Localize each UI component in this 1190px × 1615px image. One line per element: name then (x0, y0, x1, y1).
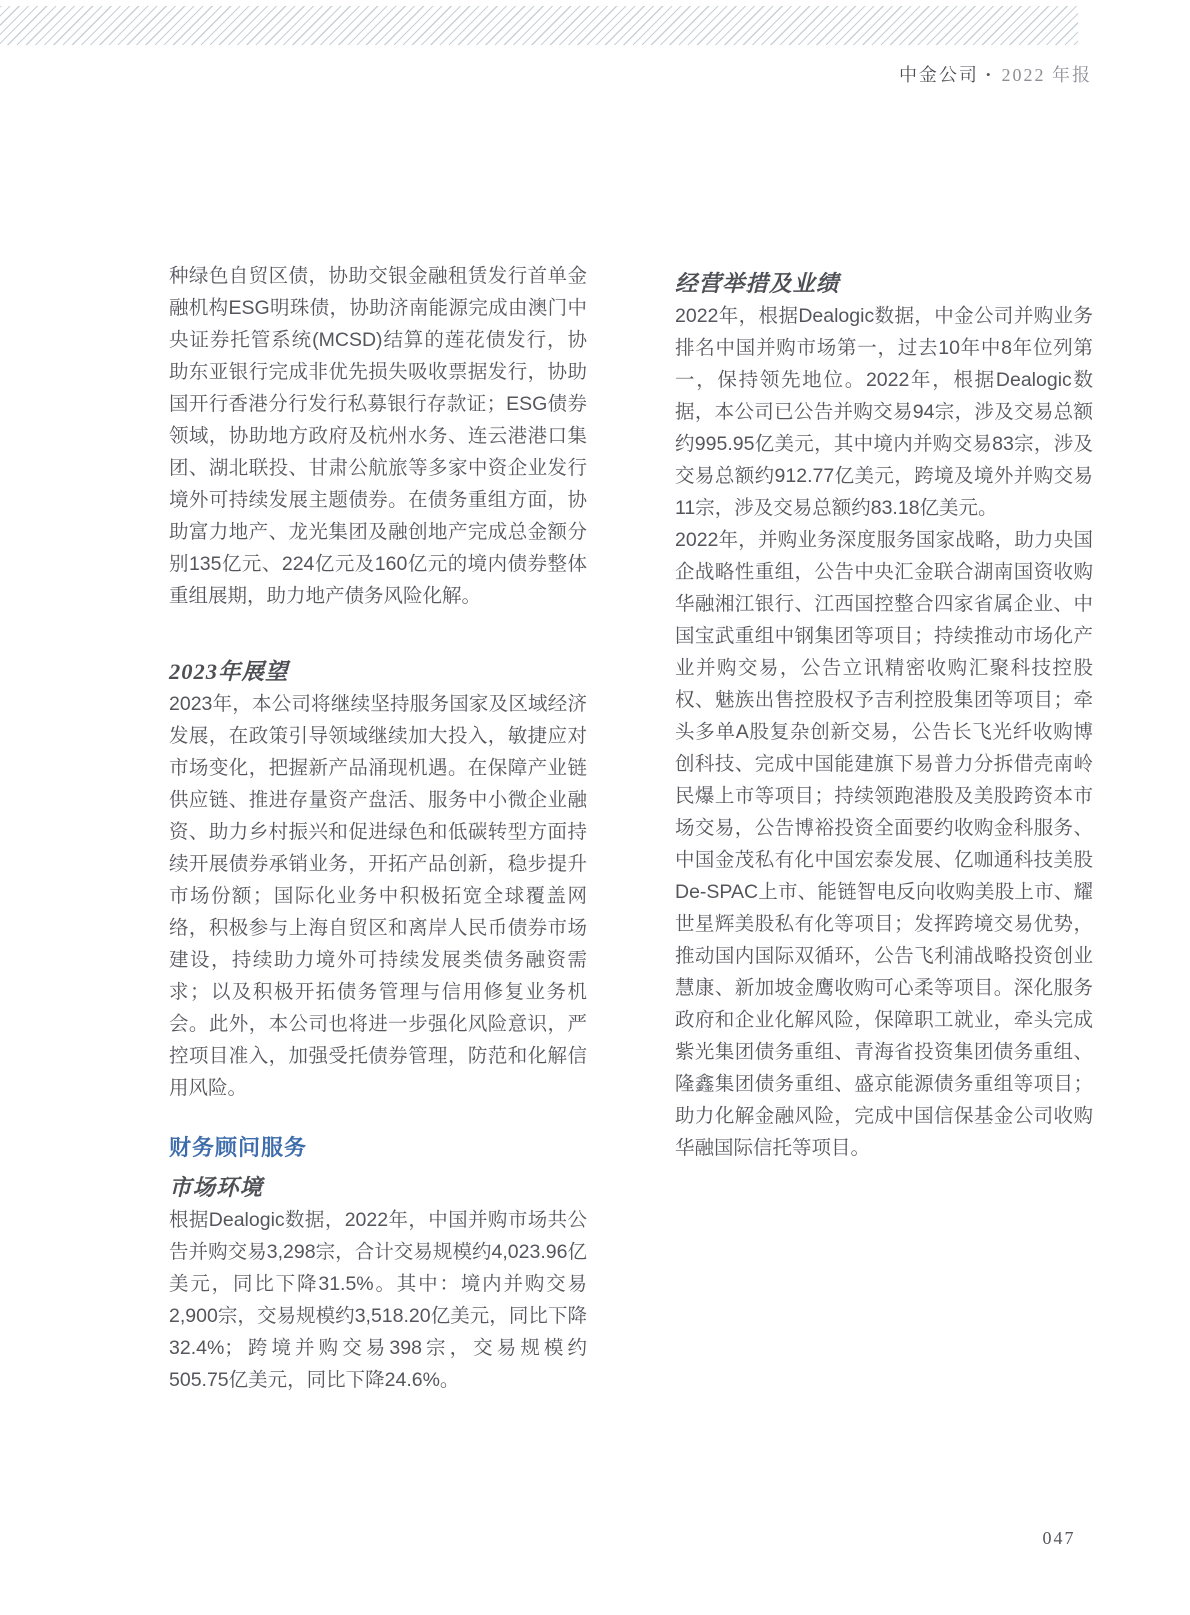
brand-name: 中金公司 (898, 65, 979, 85)
operations-results-heading: 经营举措及业绩 (675, 271, 840, 296)
decorative-hatch-band (0, 6, 1078, 45)
left-column (169, 260, 587, 1396)
outlook-2023-paragraph: 2023年，本公司将继续坚持服务国家及区域经济发展，在政策引导领域继续加大投入，敏捷应对市场变化，把握新产品涌现机遇。在保障产业链供应链、推进存量资产盘活、服务中小微企业融资、助力乡村振兴和促进绿色和低碳转型方面持续开展债券承销业务，开拓产品创新，稳步提升市场份额；国际化业务中积极拓宽全球覆盖网络，积极参与上海自贸区和离岸人民币债券市场建设，持续助力境外可持续发展类债务融资需求；以及积极开拓债务管理与信用修复业务机会。此外，本公司也将进一步强化风险意识，严控项目准入，加强受托债券管理，防范和化解信用风险。 (169, 693, 587, 1099)
financial-advisory-services-heading: 财务顾问服务 (169, 1135, 308, 1160)
ma-ranking-paragraph: 2022年，根据Dealogic数据，中金公司并购业务排名中国并购市场第一，过去10年中8年位列第一，保持领先地位。2022年，根据Dealogic数据，本公司已公告并购交易94宗，涉及交易总额约995.95亿美元，其中境内并购交易83宗，涉及交易总额约912.77亿美元，跨境及境外并购交易11宗，涉及交易总额约83.18亿美元。 (675, 305, 1093, 519)
ma-projects-paragraph: 2022年，并购业务深度服务国家战略，助力央国企战略性重组，公告中央汇金联合湖南国资收购华融湘江银行、江西国控整合四家省属企业、中国宝武重组中钢集团等项目；持续推动市场化产业并购交易，公告立讯精密收购汇聚科技控股权、魅族出售控股权予吉利控股集团等项目；牵头多单A股复杂创新交易，公告长飞光纤收购博创科技、完成中国能建旗下易普力分拆借壳南岭民爆上市等项目；持续领跑港股及美股跨资本市场交易，公告博裕投资全面要约收购金科服务、中国金茂私有化中国宏泰发展、亿咖通科技美股De-SPAC上市、能链智电反向收购美股上市、耀世星辉美股私有化等项目；发挥跨境交易优势，推动国内国际双循环，公告飞利浦战略投资创业慧康、新加坡金鹰收购可心柔等项目。深化服务政府和企业化解风险，保障职工就业，牵头完成紫光集团债务重组、青海省投资集团债务重组、隆鑫集团债务重组、盛京能源债务重组等项目；助力化解金融风险，完成中国信保基金公司收购华融国际信托等项目。 (675, 529, 1093, 1159)
right-column (675, 268, 1093, 1164)
market-environment-paragraph: 根据Dealogic数据，2022年，中国并购市场共公告并购交易3,298宗，合计交易规模约4,023.96亿美元，同比下降31.5%。其中：境内并购交易2,900宗，交易规模约3,518.20亿美元，同比下降32.4%；跨境并购交易398宗，交易规模约505.75亿美元，同比下降24.6%。 (169, 1209, 587, 1391)
bond-business-paragraph: 种绿色自贸区债，协助交银金融租赁发行首单金融机构ESG明珠债，协助济南能源完成由澳门中央证券托管系统(MCSD)结算的莲花债发行，协助东亚银行完成非优先损失吸收票据发行，协助国开行香港分行发行私募银行存款证；ESG债券领域，协助地方政府及杭州水务、连云港港口集团、湖北联投、甘肃公航旅等多家中资企业发行境外可持续发展主题债券。在债务重组方面，协助富力地产、龙光集团及融创地产完成总金额分别135亿元、224亿元及160亿元的境内债券整体重组展期，助力地产债务风险化解。 (169, 265, 587, 607)
market-environment-heading: 市场环境 (169, 1175, 264, 1200)
header-bullet-separator: • (985, 67, 993, 82)
page-header (899, 62, 1092, 88)
outlook-2023-heading: 2023年展望 (169, 659, 289, 684)
edition-label: 2022 年报 (1001, 65, 1092, 85)
page-number: 047 (1042, 1528, 1076, 1548)
